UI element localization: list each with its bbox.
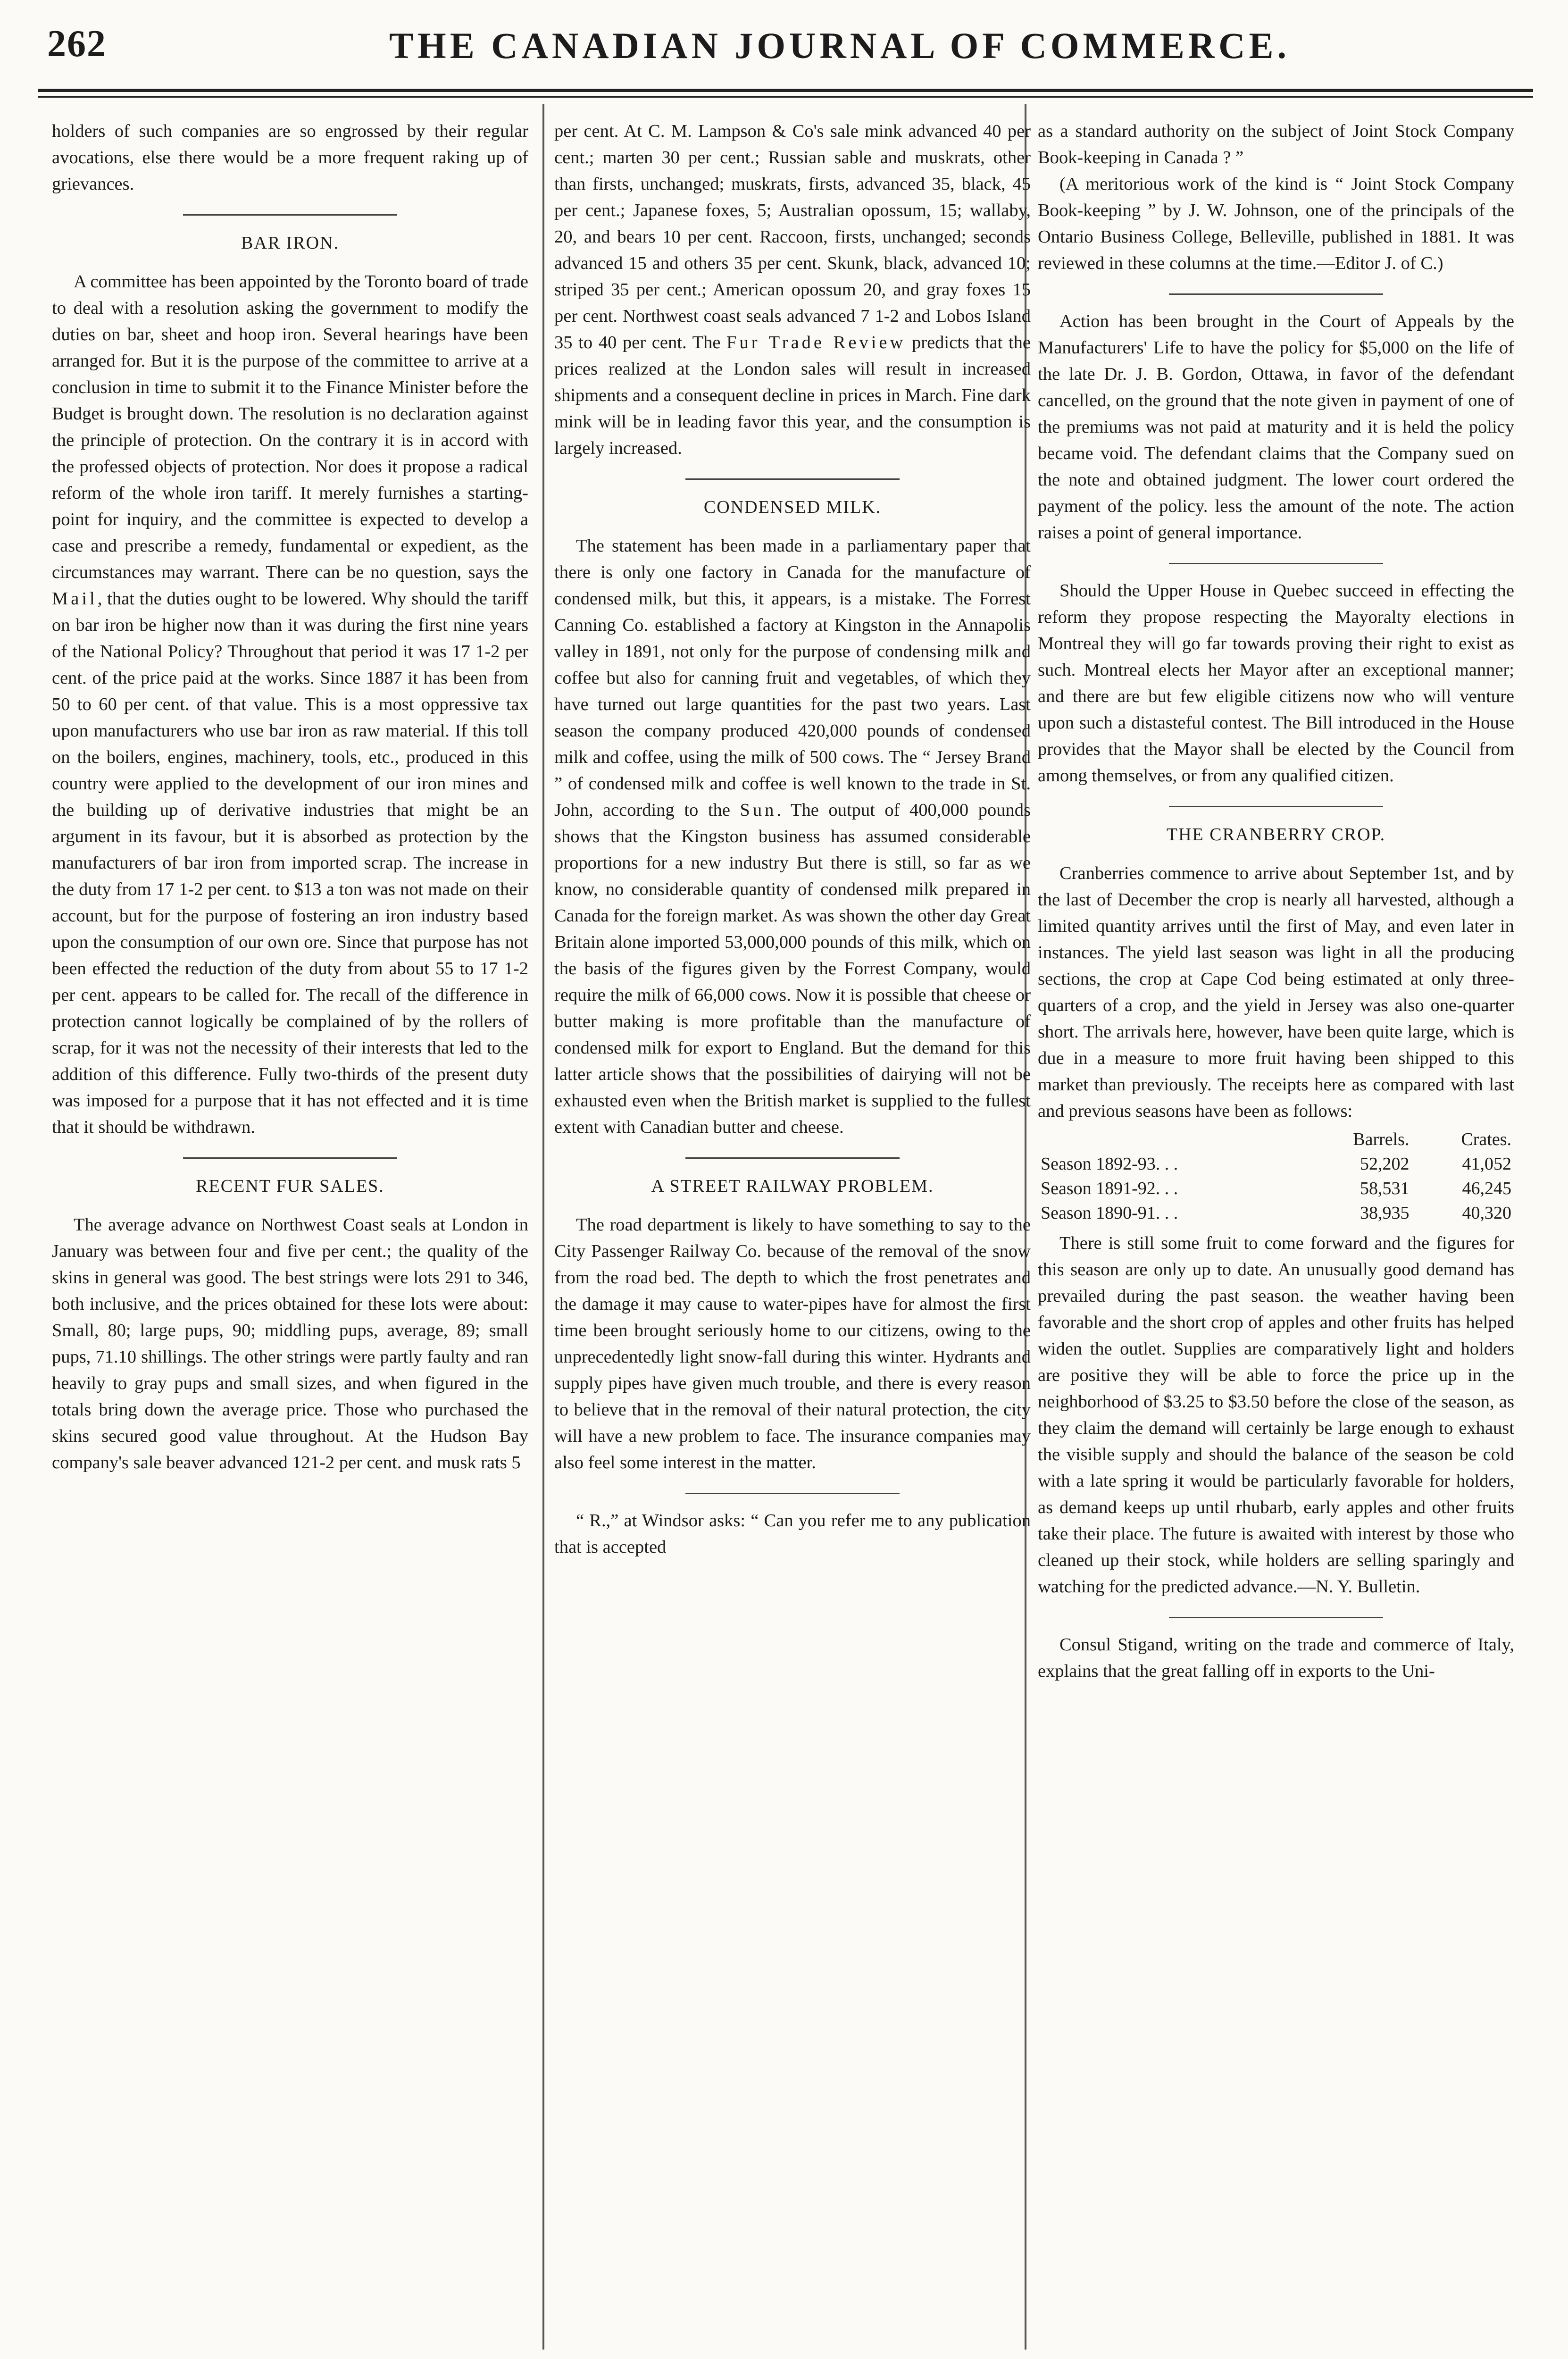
table-row bbox=[1038, 1176, 1514, 1201]
article-title: BAR IRON. bbox=[241, 233, 340, 253]
page-number: 262 bbox=[47, 23, 107, 65]
article-paragraph: Cranberries commence to arrive about September 1st, and by the last of December the crop is nearly all harvested, although a limited quantity arrives until the first of May, and even later in instances. The yield last season was light in all the producing sections, the crop at Cape Cod being estimated at only three-quarters of a crop, and the yield in Jersey was also one-quarter short. The arrivals here, however, have been quite large, which is due in a measure to more fruit having been shipped to this market than previously. The receipts here as compared with last and previous seasons have been as follows: bbox=[1038, 863, 1514, 1121]
table-cell: 52,202 bbox=[1359, 1154, 1410, 1174]
table-header-cell: Crates. bbox=[1461, 1129, 1511, 1149]
article-title: A STREET RAILWAY PROBLEM. bbox=[651, 1176, 934, 1196]
column-3 bbox=[1038, 118, 1514, 1684]
article-paragraph: The statement has been made in a parliamentary paper that there is only one factory in Canada for the manufacture of condensed milk, but this, it appears, is a mistake. The Forrest Canning Co. established a factory at Kingston in the Annapolis valley in 1891, not only for the purpose of condensing milk and coffee but also for canning fruit and vegetables, of which they have turned out large quantities for the past two years. Last season the company produced 420,000 pounds of condensed milk and coffee, using the milk of 500 cows. The “ Jersey Brand ” of condensed milk and coffee is well known to the trade in St. John, according to the Sun. The output of 400,000 pounds shows that the Kingston business has assumed considerable proportions for a new industry But there is still, so far as we know, no considerable quantity of condensed milk prepared in Canada for the foreign market. As was shown the other day Great Britain alone imported 53,000,000 pounds of this milk, which on the basis of the figures given by the Forrest Company, would require the milk of 66,000 cows. Now it is possible that cheese or butter making is more profitable than the manufacture of condensed milk for export to England. But the demand for this latter article shows that the possibilities of dairying will not be exhausted even when the British market is supplied to the fullest extent with Canadian butter and cheese. bbox=[554, 536, 1031, 1137]
table-cell: 58,531 bbox=[1359, 1179, 1410, 1198]
table-cell: 41,052 bbox=[1462, 1154, 1511, 1174]
column-1 bbox=[52, 118, 528, 1476]
article-quebec-mayoralty bbox=[1038, 577, 1514, 789]
column-divider-1 bbox=[542, 104, 544, 2350]
section-divider bbox=[685, 1157, 900, 1159]
editor-note: (A meritorious work of the kind is “ Joint Stock Company Book-keeping ” by J. W. Johnson, one of the principals of the Ontario Business College, Belleville, published in 1881. It was reviewed in these columns at the time.—Editor J. of C.) bbox=[1038, 174, 1514, 273]
section-divider bbox=[685, 478, 900, 480]
article-fur-sales-continued bbox=[554, 118, 1031, 461]
article-paragraph: per cent. At C. M. Lampson & Co's sale mink advanced 40 per cent.; marten 30 per cent.; Russian sable and muskrats, other than firsts, unchanged; muskrats, firsts, advanced 35, black, 45 per cent.; Japanese foxes, 5; Australian opossum, 15; wallaby, 20, and bears 10 per cent. Raccoon, firsts, unchanged; seconds advanced 15 and others 35 per cent. Skunk, black, advanced 10; striped 35 per cent.; American opossum 20, and gray foxes 15 per cent. Northwest coast seals advanced 7 1-2 and Lobos Island 35 to 40 per cent. The Fur Trade Review predicts that the prices realized at the London sales will result in increased shipments and a consequent decline in prices in March. Fine dark mink will be in leading favor this year, and the consumption is largely increased. bbox=[554, 121, 1031, 458]
article-paragraph: Should the Upper House in Quebec succeed in effecting the reform they propose respecting the Mayoralty elections in Montreal they will go far towards proving their right to exist as such. Montreal elects her Mayor after an exceptional manner; and there are but few eligible citizens now who will venture upon such a distasteful contest. The Bill introduced in the House provides that the Mayor shall be elected by the Council from among themselves, or from any qualified citizen. bbox=[1038, 581, 1514, 786]
article-cranberry-crop bbox=[1038, 821, 1514, 1600]
article-title: CONDENSED MILK. bbox=[703, 497, 882, 517]
table-cell: Season 1891-92. . . bbox=[1041, 1179, 1178, 1198]
section-divider bbox=[1169, 563, 1384, 564]
article-paragraph: Consul Stigand, writing on the trade and commerce of Italy, explains that the great falling off in exports to the Uni- bbox=[1038, 1635, 1514, 1681]
article-title: THE CRANBERRY CROP. bbox=[1166, 825, 1386, 845]
table-cell: Season 1890-91. . . bbox=[1041, 1203, 1178, 1223]
article-paragraph: There is still some fruit to come forward and the figures for this season are only up to date. An unusually good demand has prevailed during the past season. the weather having been favorable and the short crop of apples and other fruits has helped widen the outlet. Supplies are comparatively light and holders are positive they will be able to force the price up in the neighborhood of $3.25 to $3.50 before the close of the season, as they claim the demand will certainly be large enough to exhaust the visible supply and should the balance of the season be cold with a late spring it would be particularly favorable for holders, as demand keeps up until rhubarb, early apples and other fruits take their place. The future is awaited with interest by those who cleaned up their stock, while holders are selling sparingly and watching for the predicted advance.—N. Y. Bulletin. bbox=[1038, 1233, 1514, 1597]
section-divider bbox=[183, 214, 398, 216]
table-cell: 38,935 bbox=[1359, 1203, 1410, 1223]
newspaper-name: Mail bbox=[52, 589, 98, 609]
table-row bbox=[1038, 1152, 1514, 1176]
intro-paragraph: holders of such companies are so engrossed by their regular avocations, else there would be a more frequent raking up of grievances. bbox=[52, 121, 528, 194]
table-header-row bbox=[1038, 1127, 1514, 1152]
section-divider bbox=[1169, 806, 1384, 807]
article-reader-query-continued bbox=[1038, 118, 1514, 276]
section-divider bbox=[183, 1157, 398, 1159]
article-paragraph: Action has been brought in the Court of Appeals by the Manufacturers' Life to have the policy for $5,000 on the life of the late Dr. J. B. Gordon, Ottawa, in favor of the defendant cancelled, on the ground that the note given in payment of one of the premiums was not paid at maturity and it is held the policy became void. The defendant claims that the Company sued on the note and obtained judgment. The lower court ordered the payment of the policy. less the amount of the note. The action raises a point of general importance. bbox=[1038, 311, 1514, 543]
article-street-railway bbox=[554, 1173, 1031, 1476]
table-row bbox=[1038, 1201, 1514, 1225]
table-cell: Season 1892-93. . . bbox=[1041, 1154, 1178, 1174]
article-paragraph: “ R.,” at Windsor asks: “ Can you refer me to any publication that is accepted bbox=[554, 1511, 1031, 1557]
header-rule-thick bbox=[38, 89, 1533, 92]
article-paragraph: The average advance on Northwest Coast seals at London in January was between four and five per cent.; the quality of the skins in general was good. The best strings were lots 291 to 346, both inclusive, and the prices obtained for these lots were about: Small, 80; large pups, 90; middling pups, average, 89; small pups, 71.10 shillings. The other strings were partly faulty and ran heavily to gray pups and small sizes, and when figured in the totals bring down the average price. Those who purchased the skins secured good value throughout. At the Hudson Bay company's sale beaver advanced 121-2 per cent. and musk rats 5 bbox=[52, 1215, 528, 1472]
section-divider bbox=[1169, 1617, 1384, 1618]
article-paragraph: as a standard authority on the subject of Joint Stock Company Book-keeping in Canada ? ” bbox=[1038, 121, 1514, 167]
article-condensed-milk bbox=[554, 494, 1031, 1140]
table-header-cell bbox=[1038, 1127, 1299, 1152]
section-divider bbox=[685, 1493, 900, 1494]
article-court-action bbox=[1038, 308, 1514, 546]
table-cell: 46,245 bbox=[1462, 1179, 1511, 1198]
article-paragraph: The road department is likely to have something to say to the City Passenger Railway Co. because of the removal of the snow from the road bed. The depth to which the frost penetrates and the damage it may cause to water-pipes have for almost the first time been brought seriously home to our citizens, owing to the unprecedentedly light snow-fall during this winter. Hydrants and supply pipes have given much trouble, and there is every reason to believe that in the removal of their natural protection, the city will have a new problem to face. The insurance companies may also feel some interest in the matter. bbox=[554, 1215, 1031, 1472]
article-title: RECENT FUR SALES. bbox=[196, 1176, 384, 1196]
table-cell: 40,320 bbox=[1462, 1203, 1511, 1223]
journal-title: THE CANADIAN JOURNAL OF COMMERCE. bbox=[389, 25, 1290, 66]
newspaper-name: Fur Trade Review bbox=[726, 333, 906, 352]
article-italy-trade bbox=[1038, 1631, 1514, 1684]
article-fur-sales bbox=[52, 1173, 528, 1476]
column-2 bbox=[554, 118, 1031, 1560]
header-rule-thin bbox=[38, 96, 1533, 98]
article-bar-iron bbox=[52, 230, 528, 1140]
section-divider bbox=[1169, 293, 1384, 295]
article-reader-query bbox=[554, 1507, 1031, 1560]
table-header-cell: Barrels. bbox=[1353, 1129, 1410, 1149]
article-paragraph: A committee has been appointed by the Toronto board of trade to deal with a resolution asking the government to modify the duties on bar, sheet and hoop iron. Several hearings have been arranged for. But it is the purpose of the committee to arrive at a conclusion in time to submit it to the Finance Minister before the Budget is brought down. The resolution is no declaration against the principle of protection. On the contrary it is in accord with the professed objects of protection. Nor does it propose a radical reform of the whole iron tariff. It merely furnishes a starting-point for inquiry, and the committee is expected to develop a case and prescribe a remedy, fundamental or expedient, as the circumstances may warrant. There can be no question, says the Mail, that the duties ought to be lowered. Why should the tariff on bar iron be higher now than it was during the first nine years of the National Policy? Throughout that period it was 17 1-2 per cent. of the price paid at the works. Since 1887 it has been from 50 to 60 per cent. of that value. This is a most oppressive tax upon manufacturers who use bar iron as raw material. If this toll on the boilers, engines, machinery, tools, etc., produced in this country were applied to the development of our iron mines and the building up of derivative industries that might be an argument in its favour, but it is absorbed as protection by the manufacturers of bar iron from imported scrap. The increase in the duty from 17 1-2 per cent. to $13 a ton was not made on their account, but for the purpose of fostering an iron industry based upon the consumption of our own ore. Since that purpose has not been effected the reduction of the duty from about 55 to 17 1-2 per cent. appears to be called for. The recall of the difference in protection cannot logically be complained of by the rollers of scrap, for it was not the necessity of their interests that led to the addition of this difference. Fully two-thirds of the present duty was imposed for a purpose that it has not effected and it is time that it should be withdrawn. bbox=[52, 272, 528, 1137]
newspaper-name: Sun bbox=[740, 800, 777, 820]
cranberry-receipts-table bbox=[1038, 1127, 1514, 1225]
